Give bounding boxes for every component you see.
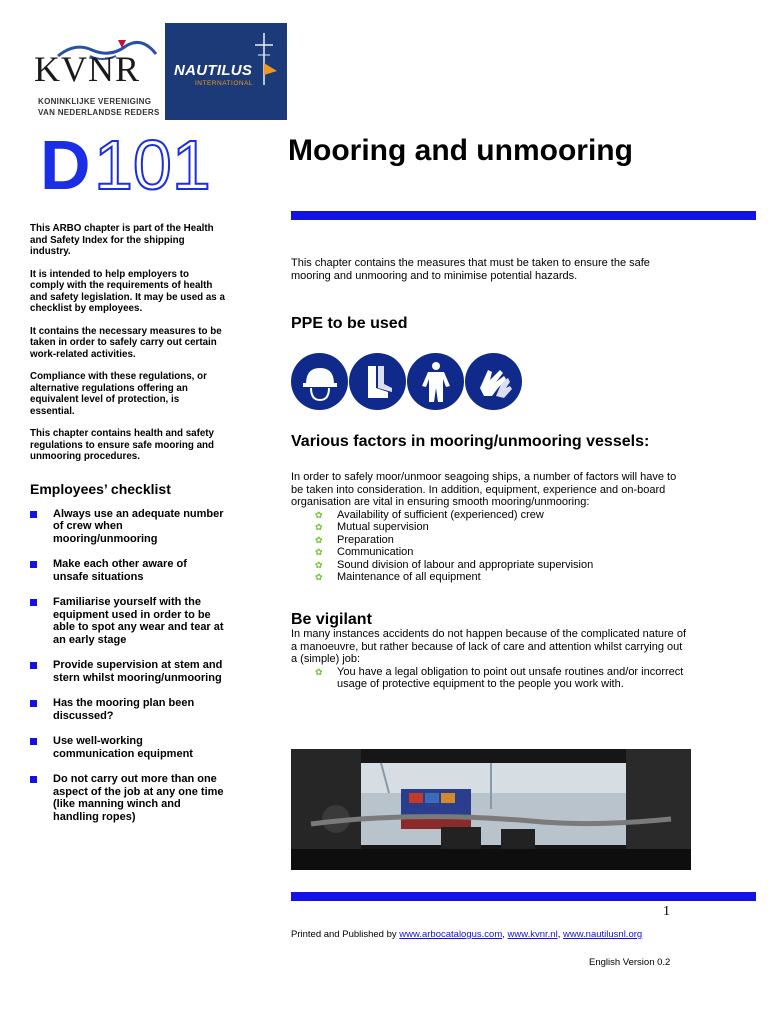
safety-helmet-icon <box>291 353 348 410</box>
printed-by: Printed and Published by www.arbocatalogus.com, www.kvnr.nl, www.nautilusnl.org <box>291 929 643 940</box>
ppe-icons <box>291 353 522 410</box>
kvnr-subtitle: KONINKLIJKE VERENIGING VAN NEDERLANDSE REDERS <box>38 97 160 117</box>
square-bullet-icon <box>30 662 37 669</box>
chapter-number: 101 <box>94 126 211 204</box>
kvnr-wordmark: KVNR <box>34 49 141 89</box>
square-bullet-icon <box>30 776 37 783</box>
factors-text: In order to safely moor/unmoor seagoing ships, a number of factors will have to be taken into consideration. In addition, equipment, experience and on-board organisation are vital in ensuring smooth mooring/unmooring: <box>291 471 677 508</box>
intro-paragraph: It contains the necessary measures to be taken in order to safely carry out certain work-related activities. <box>30 325 222 360</box>
header-divider <box>291 211 756 220</box>
chapter-letter: D <box>40 126 91 204</box>
list-item: ✿ You have a legal obligation to point out unsafe routines and/or incorrect usage of protective equipment to the people you work with. <box>315 665 684 691</box>
intro-paragraph: This chapter contains health and safety regulations to ensure safe mooring and unmooring procedures. <box>30 428 215 462</box>
leaf-bullet-icon: ✿ <box>315 522 323 533</box>
square-bullet-icon <box>30 599 37 606</box>
nautilus-subtitle: INTERNATIONAL <box>195 80 254 87</box>
nautilus-wordmark: NAUTILUS <box>174 62 253 79</box>
leaf-bullet-icon: ✿ <box>315 534 323 545</box>
list-item: ✿ Mutual supervision <box>315 521 429 534</box>
checklist-item: Provide supervision at stem and stern whilst mooring/unmooring <box>30 659 225 684</box>
vigilant-list <box>291 666 691 691</box>
link-arbocatalogus[interactable]: www.arbocatalogus.com <box>399 929 503 940</box>
checklist-heading: Employees’ checklist <box>30 480 171 497</box>
version-label: English Version 0.2 <box>589 957 671 968</box>
kvnr-logo <box>30 36 160 122</box>
square-bullet-icon <box>30 561 37 568</box>
intro-paragraph: This ARBO chapter is part of the Health and Safety Index for the shipping industry. <box>30 223 214 257</box>
checklist <box>30 508 225 824</box>
list-item: ✿ Sound division of labour and appropriate supervision <box>315 558 594 571</box>
factors-heading: Various factors in mooring/unmooring vessels: <box>291 433 650 450</box>
leaf-bullet-icon: ✿ <box>315 547 323 558</box>
leaf-bullet-icon: ✿ <box>315 666 323 677</box>
intro-paragraph: It is intended to help employers to comply with the requirements of health and safety legislation. It may be used as a checklist by employees. <box>30 268 225 314</box>
leaf-bullet-icon: ✿ <box>315 559 323 570</box>
footer-divider <box>291 892 756 901</box>
intro-paragraph: Compliance with these regulations, or alternative regulations offering an equivalent level of protection, is essential. <box>30 371 207 417</box>
factors-list <box>291 509 691 585</box>
square-bullet-icon <box>30 511 37 518</box>
page-number: 1 <box>663 904 670 919</box>
vigilant-section <box>291 628 691 691</box>
square-bullet-icon <box>30 700 37 707</box>
leaf-bullet-icon: ✿ <box>315 572 323 583</box>
checklist-item: Do not carry out more than one aspect of the job at any one time (like manning winch and handling ropes) <box>30 773 225 823</box>
list-item: ✿ Availability of sufficient (experienced) crew <box>315 508 544 521</box>
safety-boots-icon <box>349 353 406 410</box>
checklist-item: Familiarise yourself with the equipment used in order to be able to spot any wear and tear at an early stage <box>30 596 225 646</box>
leaf-bullet-icon: ✿ <box>315 509 323 520</box>
mooring-deck-photo <box>291 749 691 870</box>
square-bullet-icon <box>30 738 37 745</box>
intro-left <box>30 223 225 463</box>
checklist-item: Make each other aware of unsafe situations <box>30 558 225 583</box>
link-nautilus[interactable]: www.nautilusnl.org <box>562 929 643 940</box>
checklist-item: Use well-working communication equipment <box>30 735 225 760</box>
nautilus-logo <box>165 23 287 120</box>
intro-right: This chapter contains the measures that must be taken to ensure the safe mooring and unmooring and to minimise potential hazards. <box>291 257 650 282</box>
factors-section <box>291 471 691 584</box>
vigilant-text: In many instances accidents do not happen because of the complicated nature of a manoeuvre, but rather because of lack of care and attention whilst carrying out a (simple) job: <box>291 628 687 665</box>
link-kvnr[interactable]: www.kvnr.nl <box>507 929 558 940</box>
checklist-item: Always use an adequate number of crew when mooring/unmooring <box>30 508 225 546</box>
page-title: Mooring and unmooring <box>288 134 633 167</box>
checklist-item: Has the mooring plan been discussed? <box>30 697 225 722</box>
list-item: ✿ Communication <box>315 546 414 559</box>
vigilant-heading: Be vigilant <box>291 611 372 628</box>
list-item: ✿ Preparation <box>315 533 394 546</box>
left-column <box>30 223 225 836</box>
ppe-heading: PPE to be used <box>291 315 408 332</box>
overalls-icon <box>407 353 464 410</box>
gloves-icon <box>465 353 522 410</box>
list-item: ✿ Maintenance of all equipment <box>315 571 481 584</box>
